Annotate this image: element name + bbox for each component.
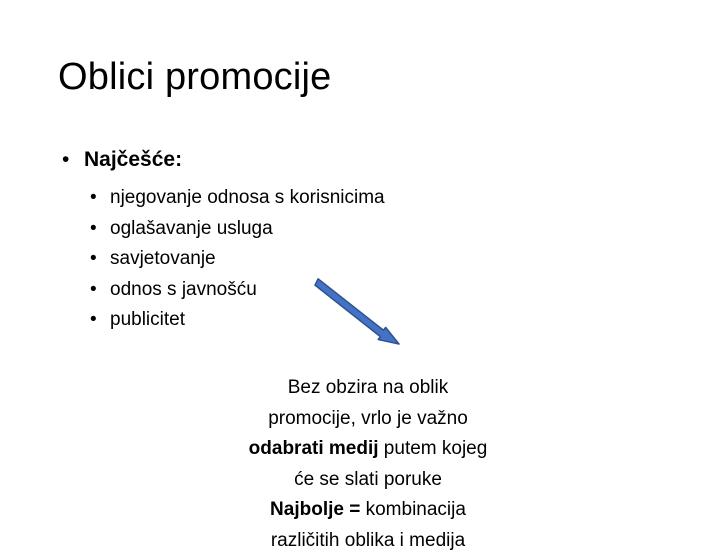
bullet-marker: • bbox=[90, 309, 97, 330]
list-item-label: oglašavanje usluga bbox=[110, 217, 273, 239]
note-emphasis-najbolje: Najbolje = bbox=[270, 499, 361, 520]
note-line-3: kombinacija različitih oblika i medija bbox=[270, 499, 466, 551]
note-text bbox=[248, 373, 488, 556]
bullet-marker: • bbox=[90, 278, 97, 300]
bullet-marker: • bbox=[90, 217, 97, 239]
note-line-2: putem kojeg će se slati poruke bbox=[294, 438, 488, 490]
bullet-marker: • bbox=[62, 148, 70, 171]
list-item-label: njegovanje odnosa s korisnicima bbox=[110, 187, 385, 208]
bullet-marker: • bbox=[90, 248, 97, 269]
note-emphasis-medij: odabrati medij bbox=[248, 438, 379, 459]
bullet-marker: • bbox=[90, 187, 97, 208]
list-item-label: publicitet bbox=[110, 309, 185, 330]
list-item-label: savjetovanje bbox=[110, 248, 216, 269]
note-line-1: Bez obzira na oblik promocije, vrlo je važno bbox=[268, 377, 468, 429]
list-item-label: odnos s javnošću bbox=[110, 278, 257, 300]
slide-title: Oblici promocije bbox=[58, 56, 332, 98]
arrow-shape bbox=[315, 279, 399, 344]
main-bullet-label: Najčešće: bbox=[84, 148, 183, 171]
